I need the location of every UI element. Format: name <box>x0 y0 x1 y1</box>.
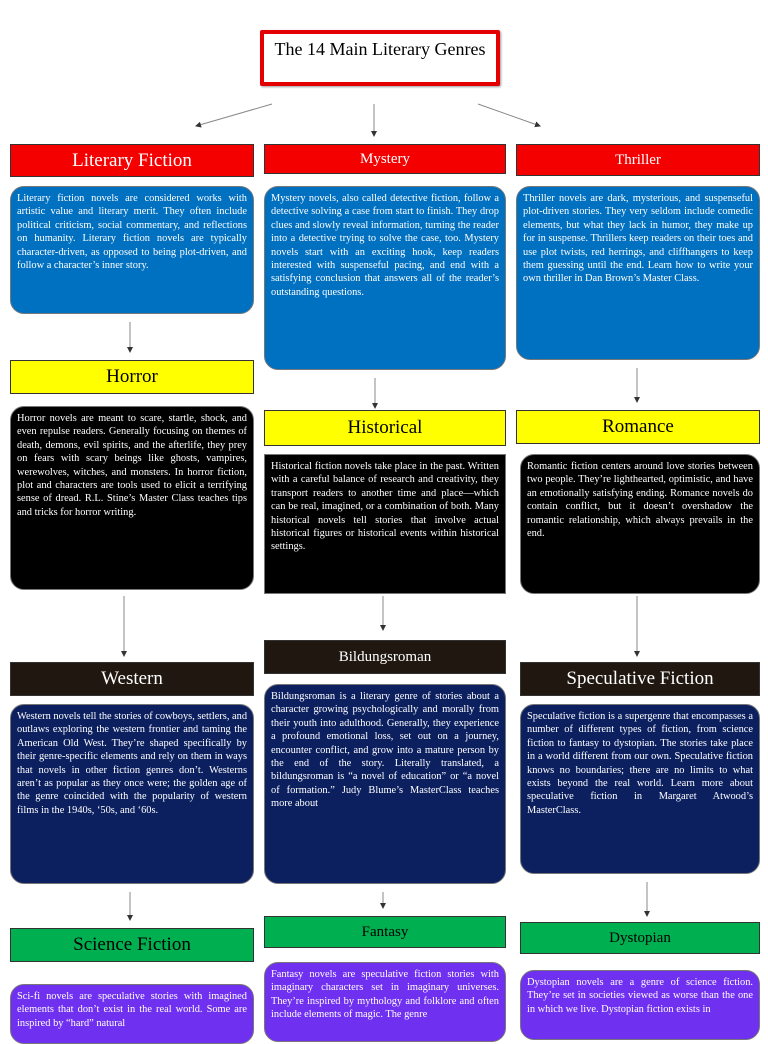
horror-header: Horror <box>10 360 254 394</box>
science-fiction-description: Sci-fi novels are speculative stories with imagined elements that don’t exist in the real world. Some are inspired by “hard” natural <box>10 984 254 1044</box>
dystopian-header: Dystopian <box>520 922 760 954</box>
horror-description: Horror novels are meant to scare, startle, shock, and even repulse readers. Generally focusing on themes of death, demons, evil spirits, and the afterlife, they prey on fears with scary beings like ghosts, vampires, werewolves, witches, and monsters. In horror fiction, plot and characters are tools used to elicit a terrifying sense of dread. R.L. Stine’s Master Class teaches tips and tricks for horror writing. <box>10 406 254 590</box>
arrow-title-thriller <box>478 104 540 126</box>
fantasy-description: Fantasy novels are speculative fiction stories with imaginary characters set in imaginary universes. They’re inspired by mythology and folklore and often include elements of magic. The genre <box>264 962 506 1042</box>
literary-fiction-header: Literary Fiction <box>10 144 254 177</box>
literary-fiction-description: Literary fiction novels are considered works with artistic value and literary merit. They often include political criticism, social commentary, and reflections on humanity. Literary fiction novels are typically character-driven, as opposed to being plot-driven, and follow a character’s inner story. <box>10 186 254 314</box>
romance-description: Romantic fiction centers around love stories between two people. They’re lighthearted, optimistic, and have an emotionally satisfying ending. Romance novels do contain conflict, but it doesn’t overshadow the romantic relationship, which always prevails in the end. <box>520 454 760 594</box>
speculative-fiction-header: Speculative Fiction <box>520 662 760 696</box>
bildungsroman-description: Bildungsroman is a literary genre of stories about a character growing psychologically and morally from their youth into adulthood. Generally, they experience a profound emotional loss, set out on a journey, encounter conflict, and grow into a mature person by the end of the story. Literally translated, a bildungsroman is “a novel of education” or “a novel of formation.” Judy Blume’s MasterClass teaches more about <box>264 684 506 884</box>
historical-description: Historical fiction novels take place in the past. Written with a careful balance of research and creativity, they transport readers to another time and place—which can be real, imagined, or a combination of both. Many historical novels tell stories that involve actual historical figures or historical events within historical settings. <box>264 454 506 594</box>
arrow-title-literary <box>196 104 272 126</box>
western-description: Western novels tell the stories of cowboys, settlers, and outlaws exploring the western frontier and taming the American Old West. They’re shaped specifically by their genre-specific elements and rely on them in ways that novels in other fiction genres don’t. Westerns aren’t as popular as they once were; the golden age of the genre coincided with the popularity of western films in the 1940s, ‘50s, and ‘60s. <box>10 704 254 884</box>
romance-header: Romance <box>516 410 760 444</box>
science-fiction-header: Science Fiction <box>10 928 254 962</box>
fantasy-header: Fantasy <box>264 916 506 948</box>
western-header: Western <box>10 662 254 696</box>
thriller-description: Thriller novels are dark, mysterious, and suspenseful plot-driven stories. They very seldom include comedic elements, but what they lack in humor, they make up for in suspense. Thrillers keep readers on their toes and use plot twists, red herrings, and cliffhangers to keep them guessing until the end. Learn how to write your own thriller in Dan Brown’s Master Class. <box>516 186 760 360</box>
diagram-title: The 14 Main Literary Genres <box>260 30 500 86</box>
mystery-description: Mystery novels, also called detective fiction, follow a detective solving a case from start to finish. They drop clues and slowly reveal information, turning the reader into a detective trying to solve the case, too. Mystery novels start with an exciting hook, keep readers interested with suspenseful pacing, and end with a satisfying conclusion that answers all of the reader’s outstanding questions. <box>264 186 506 370</box>
mystery-header: Mystery <box>264 144 506 174</box>
speculative-fiction-description: Speculative fiction is a supergenre that encompasses a number of different types of fiction, from science fiction to fantasy to dystopian. The stories take place in a world different from our own. Speculative fiction knows no boundaries; there are no limits to what exists beyond the real world. Learn more about speculative fiction in Margaret Atwood’s MasterClass. <box>520 704 760 874</box>
historical-header: Historical <box>264 410 506 446</box>
bildungsroman-header: Bildungsroman <box>264 640 506 674</box>
thriller-header: Thriller <box>516 144 760 176</box>
dystopian-description: Dystopian novels are a genre of science fiction. They’re set in societies viewed as worse than the one in which we live. Dystopian fiction exists in <box>520 970 760 1040</box>
